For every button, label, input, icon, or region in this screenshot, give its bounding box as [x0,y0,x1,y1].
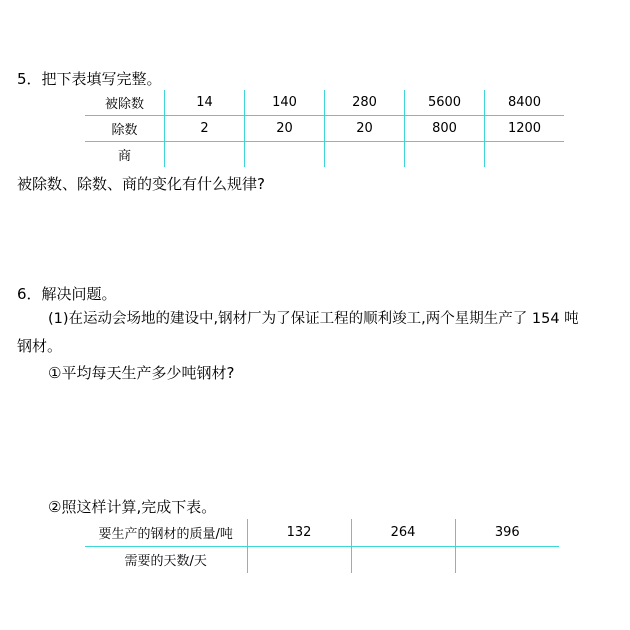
table-cell: 140 [245,90,325,116]
table-cell: 396 [455,519,559,546]
table-cell: 132 [247,519,351,546]
table-cell: 20 [245,116,325,142]
table-row [85,142,564,168]
table-cell: 1200 [485,116,565,142]
answer-cell[interactable] [247,546,351,573]
answer-cell[interactable] [485,142,565,168]
q5-table [85,90,564,167]
q6-subquestion-1: ①平均每天生产多少吨钢材? [48,364,235,382]
table-cell: 20 [325,116,405,142]
table-row [85,519,559,546]
table-cell: 280 [325,90,405,116]
q6-table [85,519,559,573]
answer-cell[interactable] [405,142,485,168]
q5-title: 5．把下表填写完整。 [17,70,162,88]
table-cell: 5600 [405,90,485,116]
answer-cell[interactable] [245,142,325,168]
row-label: 要生产的钢材的质量/吨 [98,526,233,542]
q6-paragraph-line1: (1)在运动会场地的建设中,钢材厂为了保证工程的顺利竣工,两个星期生产了 154 吨 [48,311,579,327]
table-cell: 8400 [485,90,565,116]
q6-subquestion-2: ②照这样计算,完成下表。 [48,498,217,516]
row-label: 需要的天数/天 [85,546,247,573]
answer-cell[interactable] [325,142,405,168]
table-row [85,90,564,116]
answer-cell[interactable] [455,546,559,573]
table-cell: 14 [165,90,245,116]
table-row [85,116,564,142]
table-cell: 2 [165,116,245,142]
q6-title: 6．解决问题。 [17,285,117,303]
answer-cell[interactable] [165,142,245,168]
table-cell: 264 [351,519,455,546]
answer-cell[interactable] [351,546,455,573]
q6-paragraph-line2: 钢材。 [17,337,63,355]
q5-question: 被除数、除数、商的变化有什么规律? [17,175,265,193]
row-label: 除数 [85,116,165,142]
row-label: 被除数 [104,97,144,112]
row-label: 商 [85,142,165,168]
table-cell: 800 [405,116,485,142]
table-row [85,546,559,573]
